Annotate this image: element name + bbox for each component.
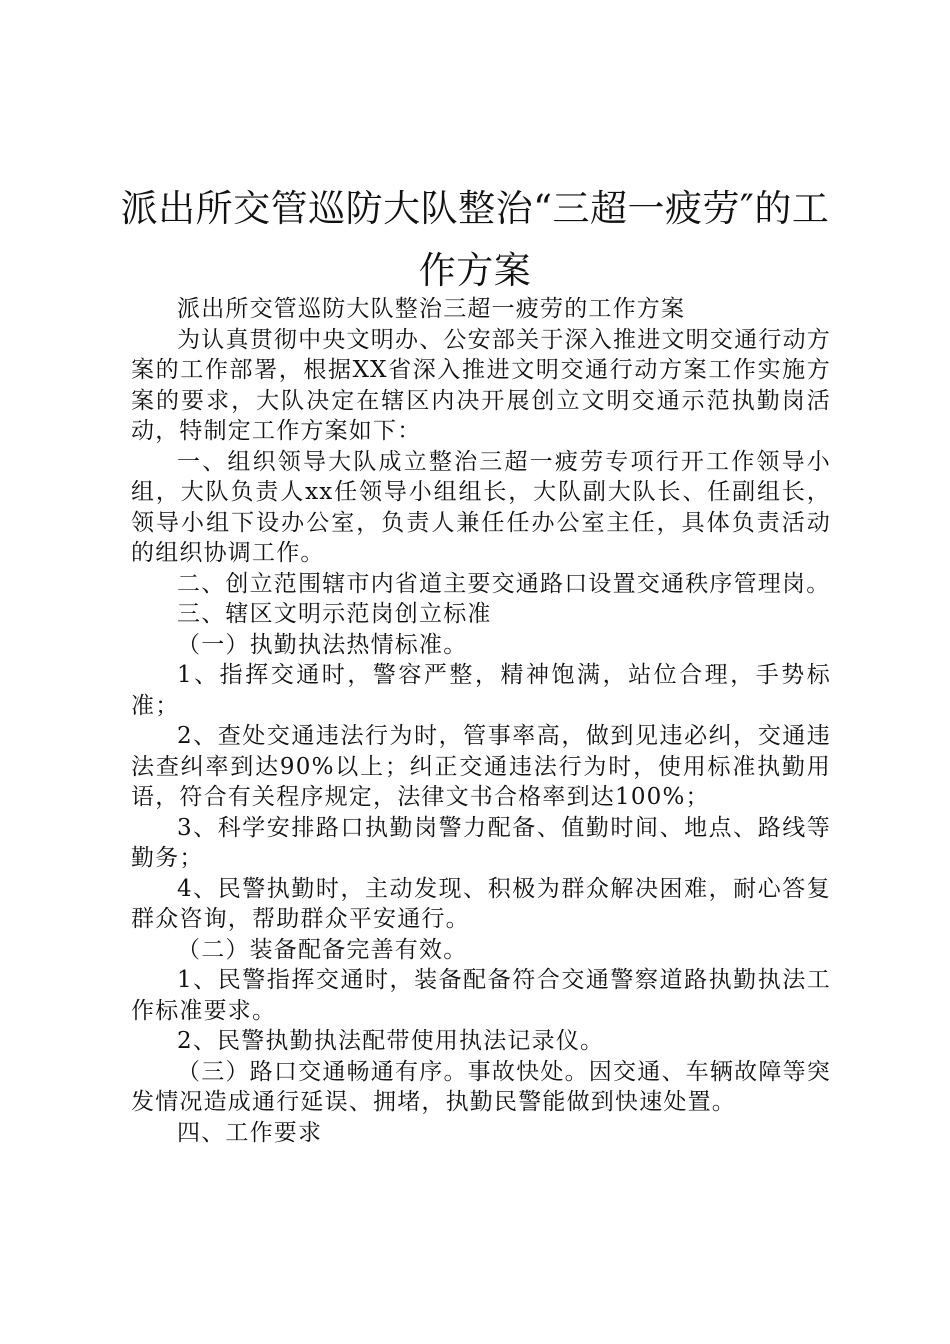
section-2-paragraph: 二、创立范围辖市内省道主要交通路口设置交通秩序管理岗。 — [177, 570, 831, 597]
intro-paragraph: 为认真贯彻中央文明办、公安部关于深入推进文明交通行动方案的工作部署，根据XX省深入推进文明交通行动方案工作实施方案的要求，大队决定在辖区内决开展创立文明交通示范执勤岗活动，特制定工作方案如下： — [131, 326, 831, 444]
section-4-heading: 四、工作要求 — [177, 1119, 323, 1146]
section-1-paragraph: 一、组织领导大队成立整治三超一疲劳专项行开工作领导小组，大队负责人xx任领导小组组长，大队副大队长、任副组长，领导小组下设办公室，负责人兼任任办公室主任，具体负责活动的组织协调工作。 — [131, 448, 831, 566]
list-item: 1、指挥交通时，警容严整，精神饱满，站位合理，手势标准； — [131, 662, 831, 719]
list-item: 2、查处交通违法行为时，管事率高，做到见违必纠，交通违法查纠率到达90%以上；纠正交通违法行为时，使用标准执勤用语，符合有关程序规定，法律文书合格率到达100%； — [131, 723, 831, 810]
subsection-1-heading: （一）执勤执法热情标准。 — [177, 631, 468, 658]
list-item: 1、民警指挥交通时，装备配备符合交通警察道路执勤执法工作标准要求。 — [131, 967, 831, 1024]
list-item: 4、民警执勤时，主动发现、积极为群众解决困难，耐心答复群众咨询，帮助群众平安通行。 — [131, 875, 831, 932]
list-item: 3、科学安排路口执勤岗警力配备、值勤时间、地点、路线等勤务； — [131, 814, 831, 871]
document-body — [131, 294, 831, 1148]
document-title: 派出所交管巡防大队整治“三超一疲劳″的工作方案 — [120, 187, 830, 292]
subsection-2-heading: （二）装备配备完善有效。 — [177, 936, 468, 963]
subtitle-paragraph: 派出所交管巡防大队整治三超一疲劳的工作方案 — [177, 296, 686, 322]
section-3-heading: 三、辖区文明示范岗创立标准 — [177, 601, 492, 627]
subsection-3-paragraph: （三）路口交通畅通有序。事故快处。因交通、车辆故障等突发情况造成通行延误、拥堵，执勤民警能做到快速处置。 — [131, 1058, 831, 1115]
list-item: 2、民警执勤执法配带使用执法记录仪。 — [177, 1028, 605, 1054]
